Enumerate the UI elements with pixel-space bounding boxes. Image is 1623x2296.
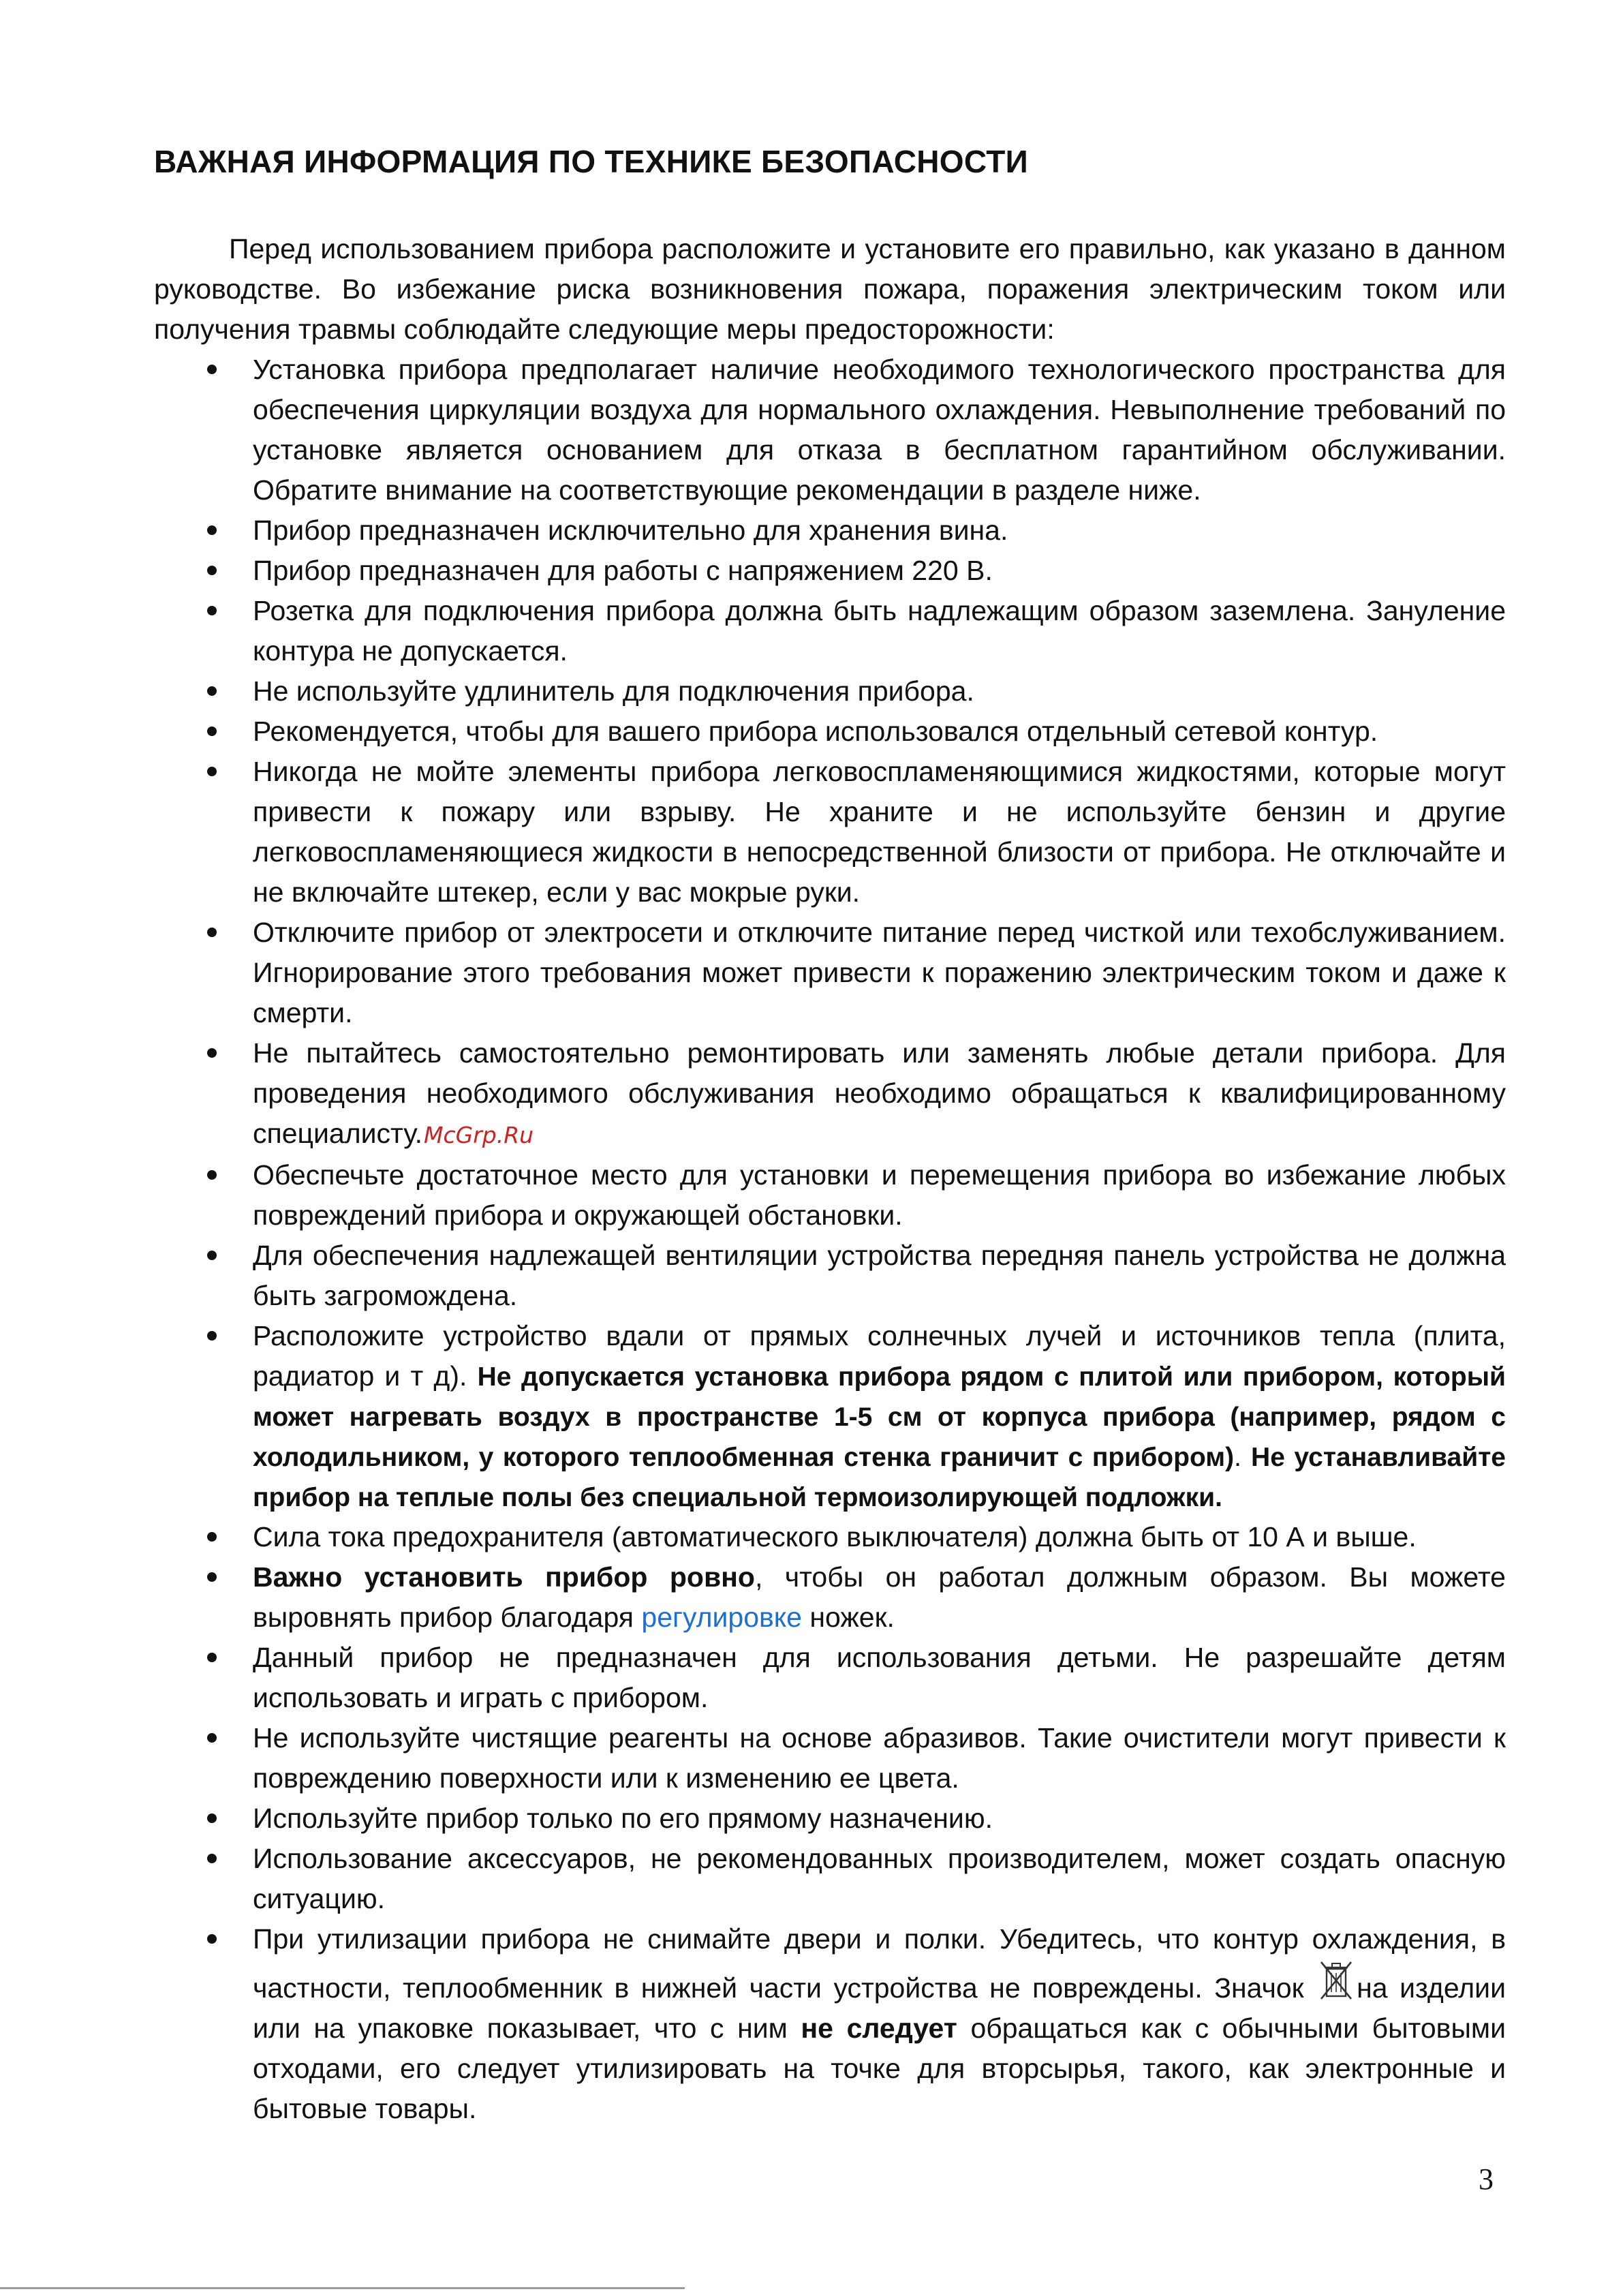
bullet-icon: [207, 767, 217, 776]
list-item-text: Не используйте чистящие реагенты на основе абразивов. Такие очистители могут привести к повреждению поверхности или к изменению ее цвета.: [253, 1722, 1506, 1794]
list-item-text: Используйте прибор только по его прямому назначению.: [253, 1803, 993, 1834]
list-item-text: Прибор предназначен для работы с напряжением 220 В.: [253, 555, 993, 586]
list-item-text: Рекомендуется, чтобы для вашего прибора использовался отдельный сетевой контур.: [253, 716, 1378, 747]
list-item: [154, 1638, 1506, 1718]
crossed-bin-icon: [1318, 1959, 1354, 2002]
list-item-text: Отключите прибор от электросети и отключите питание перед чисткой или техобслуживанием. Игнорирование этого требования может привести к поражению электрическим током и даже к смерти.: [253, 917, 1506, 1028]
bullet-icon: [207, 365, 217, 374]
list-item: [154, 1517, 1506, 1557]
list-item-repair: [154, 1033, 1506, 1155]
list-item: [154, 671, 1506, 711]
list-item-sun: [154, 1316, 1506, 1517]
list-item: [154, 711, 1506, 752]
bullet-icon: [207, 1572, 217, 1582]
document-body: [154, 229, 1506, 2129]
bullet-icon: [207, 1653, 217, 1662]
bullet-icon: [207, 928, 217, 937]
list-item: [154, 1718, 1506, 1798]
list-item-text: на изделии или на упаковке показывает, что с ним: [253, 1972, 1506, 2044]
bullet-icon: [207, 1532, 217, 1542]
page-title: ВАЖНАЯ ИНФОРМАЦИЯ ПО ТЕХНИКЕ БЕЗОПАСНОСТИ: [154, 144, 1028, 179]
bullet-icon: [207, 1170, 217, 1180]
list-item: [154, 1839, 1506, 1919]
list-item-disposal: [154, 1919, 1506, 2129]
list-item: [154, 913, 1506, 1033]
bullet-icon: [207, 1251, 217, 1260]
list-item-text: Прибор предназначен исключительно для хранения вина.: [253, 515, 1008, 546]
list-item-text: Использование аксессуаров, не рекомендованных производителем, может создать опасную ситуацию.: [253, 1843, 1506, 1914]
bullet-icon: [207, 566, 217, 575]
bullet-icon: [207, 1733, 217, 1743]
list-item: [154, 1236, 1506, 1316]
list-item-text: Для обеспечения надлежащей вентиляции устройства передняя панель устройства не должна быть загромождена.: [253, 1240, 1506, 1311]
safety-list: [154, 350, 1506, 2129]
bullet-icon: [207, 1854, 217, 1863]
list-item-text: Обеспечьте достаточное место для установки и перемещения прибора во избежание любых повреждений прибора и окружающей обстановки.: [253, 1159, 1506, 1231]
bold-warning-stove: Не допускается установка прибора рядом с плитой или прибором, который может нагревать воздух в пространстве 1-5 см от корпуса прибора (например, рядом с холодильником, у которого теплообменная стенка граничит с прибором): [253, 1362, 1506, 1472]
bold-do-not: не следует: [801, 2012, 957, 2044]
bullet-icon: [207, 606, 217, 615]
list-item-level: [154, 1557, 1506, 1638]
watermark-mcgrp: McGrp.Ru: [424, 1122, 534, 1148]
punctuation: .: [1234, 1443, 1241, 1472]
list-item-text: Расположите устройство вдали от прямых солнечных лучей и источников тепла (плита, радиатор и т д).: [253, 1320, 1506, 1392]
bullet-icon: [207, 1813, 217, 1823]
list-item: [154, 350, 1506, 510]
list-item: [154, 510, 1506, 551]
list-item-text: ножек.: [809, 1602, 895, 1633]
bullet-icon: [207, 1048, 217, 1058]
link-adjustment[interactable]: регулировке: [641, 1602, 802, 1633]
footer-divider: [0, 2287, 685, 2289]
intro-paragraph: Перед использованием прибора расположите и установите его правильно, как указано в данном руководстве. Во избежание риска возникновения пожара, поражения электрическим током или получения травмы соблюдайте следующие меры предосторожности:: [154, 233, 1506, 345]
bold-level: Важно установить прибор ровно: [253, 1561, 755, 1593]
bullet-icon: [207, 525, 217, 535]
list-item-text: Сила тока предохранителя (автоматического выключателя) должна быть от 10 А и выше.: [253, 1521, 1417, 1552]
bold-warning-floor: Не устанавливайте прибор на теплые полы без специальной термоизолирующей подложки.: [253, 1443, 1506, 1512]
list-item-text: , чтобы он работал должным образом. Вы можете выровнять прибор благодаря: [253, 1561, 1506, 1633]
list-item: [154, 1798, 1506, 1839]
list-item: [154, 752, 1506, 913]
bullet-icon: [207, 726, 217, 736]
bullet-icon: [207, 686, 217, 696]
list-item-text: Данный прибор не предназначен для использования детьми. Не разрешайте детям использовать и играть с прибором.: [253, 1642, 1506, 1713]
page-number: 3: [1479, 2162, 1494, 2196]
list-item-text: Никогда не мойте элементы прибора легковоспламеняющимися жидкостями, которые могут привести к пожару или взрыву. Не храните и не используйте бензин и другие легковоспламеняющиеся жидкости в непосредственной близости от прибора. Не отключайте и не включайте штекер, если у вас мокрые руки.: [253, 756, 1506, 908]
list-item-text: обращаться как с обычными бытовыми отходами, его следует утилизировать на точке для вторсырья, такого, как электронные и бытовые товары.: [253, 2012, 1506, 2124]
list-item-text: При утилизации прибора не снимайте двери и полки. Убедитесь, что контур охлаждения, в частности, теплообменник в нижней части устройства не повреждены. Значок: [253, 1923, 1506, 2004]
bullet-icon: [207, 1934, 217, 1944]
list-item-text: Розетка для подключения прибора должна быть надлежащим образом заземлена. Зануление контура не допускается.: [253, 595, 1506, 667]
list-item: [154, 591, 1506, 671]
list-item-text: Не пытайтесь самостоятельно ремонтировать или заменять любые детали прибора. Для проведения необходимого обслуживания необходимо обращаться к квалифицированному специалисту.: [253, 1037, 1506, 1149]
bullet-icon: [207, 1331, 217, 1341]
list-item: [154, 551, 1506, 591]
list-item-text: Установка прибора предполагает наличие необходимого технологического пространства для обеспечения циркуляции воздуха для нормального охлаждения. Невыполнение требований по установке является основанием для отказа в бесплатном гарантийном обслуживании. Обратите внимание на соответствующие рекомендации в разделе ниже.: [253, 354, 1506, 506]
list-item: [154, 1155, 1506, 1236]
list-item-text: Не используйте удлинитель для подключения прибора.: [253, 675, 974, 707]
